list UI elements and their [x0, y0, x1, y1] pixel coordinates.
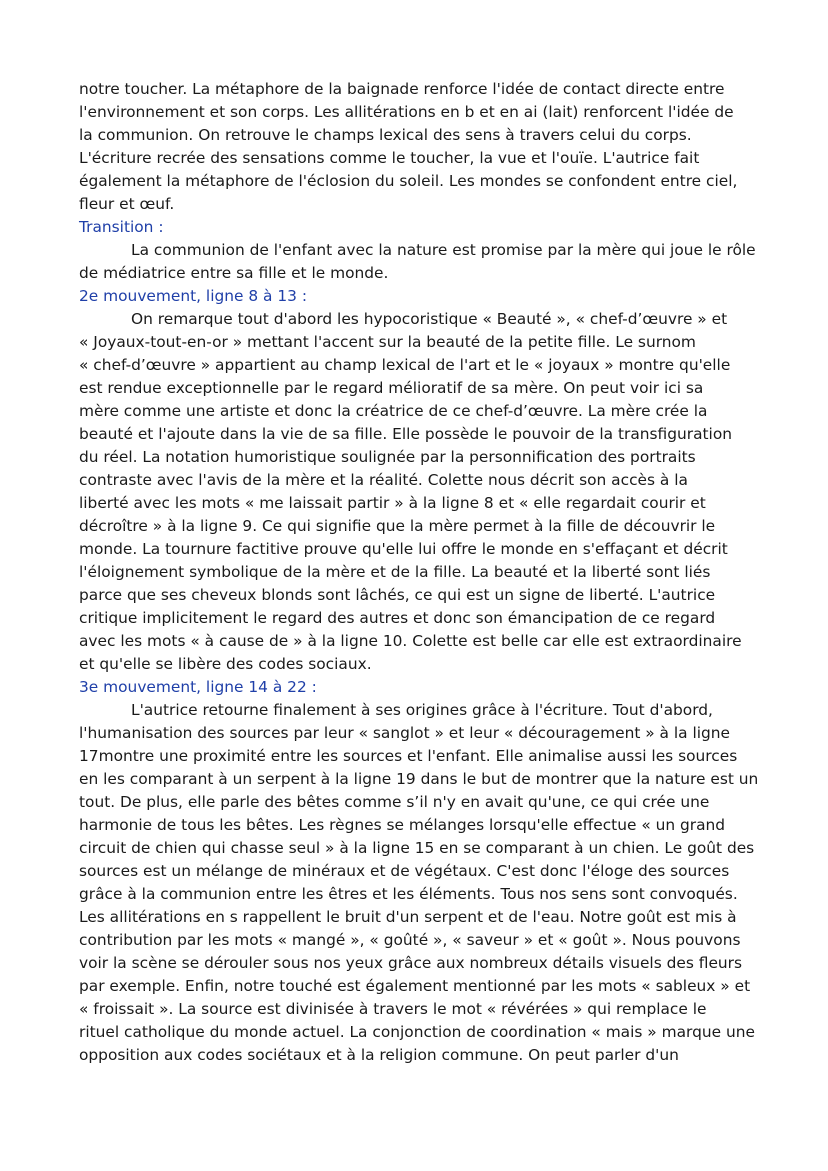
text-line: opposition aux codes sociétaux et à la religion commune. On peut parler d'un [79, 1046, 679, 1064]
text-line: décroître » à la ligne 9. Ce qui signifie que la mère permet à la fille de découvrir le [79, 517, 716, 535]
text-line: par exemple. Enfin, notre touché est également mentionné par les mots « sableux » et [79, 977, 751, 995]
text-line: avec les mots « à cause de » à la ligne 10. Colette est belle car elle est extraordinaire [79, 632, 742, 650]
text-line: tout. De plus, elle parle des bêtes comme s’il n'y en avait qu'une, ce qui crée une [79, 793, 710, 811]
text-line: voir la scène se dérouler sous nos yeux grâce aux nombreux détails visuels des fleurs [79, 954, 743, 972]
text-line: est rendue exceptionnelle par le regard mélioratif de sa mère. On peut voir ici sa [79, 379, 704, 397]
text-line: rituel catholique du monde actuel. La conjonction de coordination « mais » marque une [79, 1023, 755, 1041]
text-line: La communion de l'enfant avec la nature est promise par la mère qui joue le rôle [131, 241, 756, 259]
text-line: mère comme une artiste et donc la créatrice de ce chef-d’œuvre. La mère crée la [79, 402, 708, 420]
text-line: critique implicitement le regard des autres et donc son émancipation de ce regard [79, 609, 716, 627]
text-line: sources est un mélange de minéraux et de végétaux. C'est donc l'éloge des sources [79, 862, 730, 880]
text-line: « chef-d’œuvre » appartient au champ lexical de l'art et le « joyaux » montre qu'elle [79, 356, 731, 374]
text-line: contraste avec l'avis de la mère et la réalité. Colette nous décrit son accès à la [79, 471, 688, 489]
text-line: notre toucher. La métaphore de la baignade renforce l'idée de contact directe entre [79, 80, 725, 98]
text-line: l'environnement et son corps. Les allitérations en b et en ai (lait) renforcent l'idée de [79, 103, 734, 121]
text-line: parce que ses cheveux blonds sont lâchés, ce qui est un signe de liberté. L'autrice [79, 586, 716, 604]
text-line: On remarque tout d'abord les hypocoristique « Beauté », « chef-d’œuvre » et [131, 310, 728, 328]
text-line: l'éloignement symbolique de la mère et de la fille. La beauté et la liberté sont liés [79, 563, 711, 581]
text-line: L'écriture recrée des sensations comme le toucher, la vue et l'ouïe. L'autrice fait [79, 149, 700, 167]
text-line: fleur et œuf. [79, 195, 175, 213]
text-line: 17montre une proximité entre les sources et l'enfant. Elle animalise aussi les sources [79, 747, 738, 765]
text-line: grâce à la communion entre les êtres et les éléments. Tous nos sens sont convoqués. [79, 885, 738, 903]
text-line: la communion. On retrouve le champs lexical des sens à travers celui du corps. [79, 126, 692, 144]
text-line: également la métaphore de l'éclosion du soleil. Les mondes se confondent entre ciel, [79, 172, 738, 190]
text-line: l'humanisation des sources par leur « sanglot » et leur « découragement » à la ligne [79, 724, 731, 742]
text-line: monde. La tournure factitive prouve qu'elle lui offre le monde en s'effaçant et décrit [79, 540, 728, 558]
text-line: de médiatrice entre sa fille et le monde. [79, 264, 389, 282]
section-heading-movement-3: 3e mouvement, ligne 14 à 22 : [79, 678, 317, 696]
text-line: contribution par les mots « mangé », « goûté », « saveur » et « goût ». Nous pouvons [79, 931, 741, 949]
text-line: beauté et l'ajoute dans la vie de sa fille. Elle possède le pouvoir de la transfiguration [79, 425, 732, 443]
text-line: et qu'elle se libère des codes sociaux. [79, 655, 372, 673]
text-line: Les allitérations en s rappellent le bruit d'un serpent et de l'eau. Notre goût est mis à [79, 908, 737, 926]
text-line: du réel. La notation humoristique soulignée par la personnification des portraits [79, 448, 696, 466]
text-line: « Joyaux-tout-en-or » mettant l'accent sur la beauté de la petite fille. Le surnom [79, 333, 696, 351]
section-heading-movement-2: 2e mouvement, ligne 8 à 13 : [79, 287, 308, 305]
text-line: liberté avec les mots « me laissait partir » à la ligne 8 et « elle regardait courir et [79, 494, 706, 512]
text-line: en les comparant à un serpent à la ligne 19 dans le but de montrer que la nature est un [79, 770, 759, 788]
text-line: L'autrice retourne finalement à ses origines grâce à l'écriture. Tout d'abord, [131, 701, 713, 719]
text-line: « froissait ». La source est divinisée à travers le mot « révérées » qui remplace le [79, 1000, 707, 1018]
section-heading-transition: Transition : [79, 218, 164, 236]
text-line: harmonie de tous les bêtes. Les règnes se mélanges lorsqu'elle effectue « un grand [79, 816, 726, 834]
text-line: circuit de chien qui chasse seul » à la ligne 15 en se comparant à un chien. Le goût des [79, 839, 755, 857]
